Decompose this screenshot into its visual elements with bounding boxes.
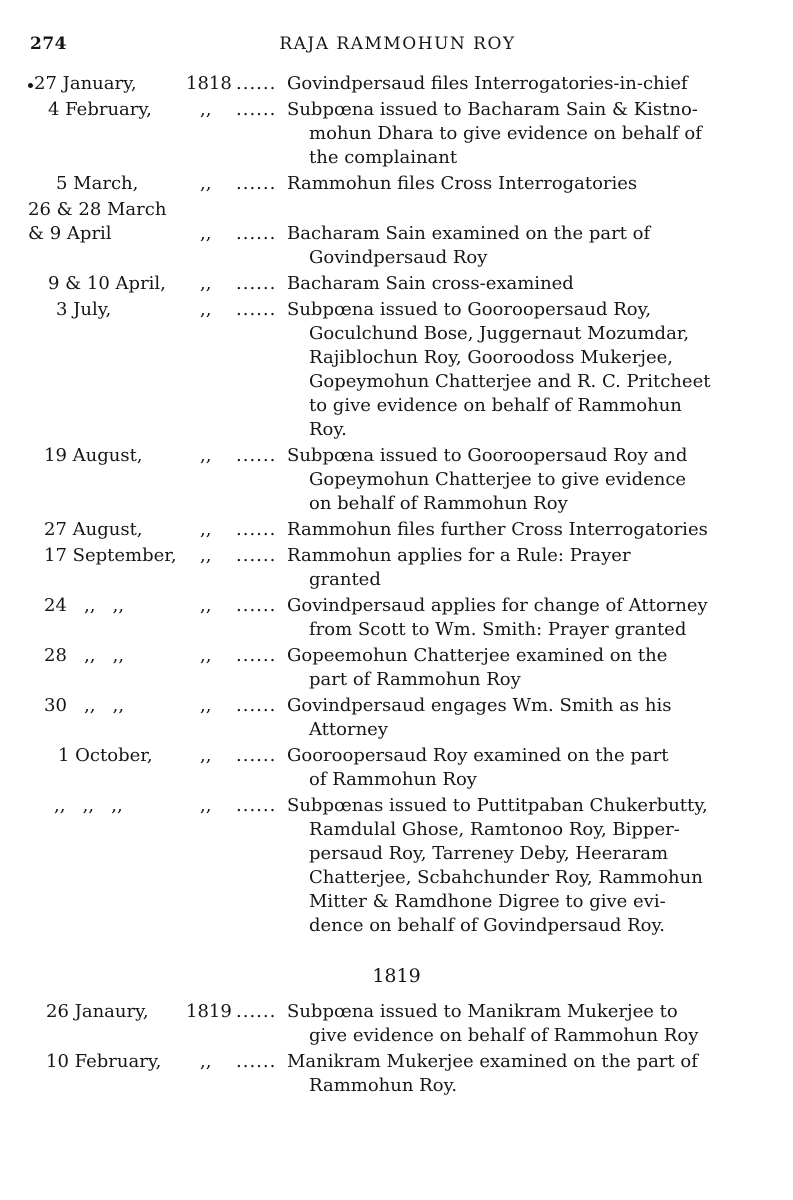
- entry-year: ,,: [200, 223, 212, 244]
- chronology-entry: [0, 1050, 793, 1098]
- entry-date: 19 August,: [44, 445, 143, 466]
- leader-dots: ......: [236, 73, 277, 94]
- chronology-entry: [0, 222, 793, 270]
- leader-dots: ......: [236, 695, 277, 716]
- chronology-entry: [0, 744, 793, 792]
- description-line: mohun Dhara to give evidence on behalf of: [309, 123, 702, 144]
- entry-date: 3 July,: [56, 299, 112, 320]
- description-line: Govindpersaud applies for change of Attorney: [287, 595, 708, 616]
- description-line: Subpœna issued to Bacharam Sain & Kistno-: [287, 99, 698, 120]
- entry-year: ,,: [200, 99, 212, 120]
- entry-description: [287, 744, 717, 792]
- chronology-entry: [0, 1000, 793, 1048]
- leader-dots: ......: [236, 173, 277, 194]
- entry-date: 24 ,, ,,: [44, 595, 125, 616]
- chronology-entry: [0, 644, 793, 692]
- entry-description: [287, 98, 717, 170]
- entry-description: [287, 172, 717, 196]
- leader-dots: ......: [236, 445, 277, 466]
- entry-description: [287, 1050, 717, 1098]
- stacked-date-row: [0, 198, 793, 222]
- chronology-entry: [0, 594, 793, 642]
- chronology-entry: [0, 98, 793, 170]
- leader-dots: ......: [236, 519, 277, 540]
- description-line: Subpœna issued to Gooroopersaud Roy,: [287, 299, 652, 320]
- entry-description: [287, 298, 717, 442]
- entry-date: 5 March,: [56, 173, 139, 194]
- entry-description: [287, 694, 717, 742]
- entry-date: 1 October,: [58, 745, 153, 766]
- page-number: 274: [30, 34, 67, 54]
- entry-year: ,,: [200, 795, 212, 816]
- entry-description: [287, 72, 717, 96]
- chronology-list: [0, 72, 793, 1100]
- year-heading: 1819: [372, 965, 421, 987]
- entry-date: 27 January,: [34, 73, 137, 94]
- entry-date: & 9 April: [28, 223, 112, 244]
- leader-dots: ......: [236, 545, 277, 566]
- description-line: Rammohun applies for a Rule: Prayer: [287, 545, 631, 566]
- entry-year: ,,: [200, 695, 212, 716]
- description-line: the complainant: [309, 147, 458, 168]
- leader-dots: ......: [236, 1001, 277, 1022]
- entry-description: [287, 444, 717, 516]
- leader-dots: ......: [236, 595, 277, 616]
- description-line: Rammohun Roy.: [309, 1075, 458, 1096]
- chronology-entry: [0, 172, 793, 196]
- page-header: [30, 34, 765, 58]
- bullet-mark: [28, 83, 33, 88]
- chronology-entry: [0, 544, 793, 592]
- description-line: Subpœna issued to Manikram Mukerjee to: [287, 1001, 678, 1022]
- entry-year: 1818: [186, 73, 232, 94]
- description-line: granted: [309, 569, 381, 590]
- description-line: Rajiblochun Roy, Gooroodoss Mukerjee,: [309, 347, 674, 368]
- entry-year: ,,: [200, 595, 212, 616]
- chronology-entry: [0, 444, 793, 516]
- description-line: Rammohun files further Cross Interrogatories: [287, 519, 708, 540]
- entry-description: [287, 1000, 717, 1048]
- description-line: of Rammohun Roy: [309, 769, 477, 790]
- description-line: to give evidence on behalf of Rammohun: [309, 395, 682, 416]
- description-line: give evidence on behalf of Rammohun Roy: [309, 1025, 699, 1046]
- leader-dots: ......: [236, 273, 277, 294]
- entry-date: 10 February,: [46, 1051, 162, 1072]
- description-line: dence on behalf of Govindpersaud Roy.: [309, 915, 665, 936]
- entry-year: ,,: [200, 545, 212, 566]
- chronology-entry: [0, 272, 793, 296]
- description-line: Gopeymohun Chatterjee to give evidence: [309, 469, 687, 490]
- entry-description: [287, 794, 717, 938]
- entry-date: 17 September,: [44, 545, 177, 566]
- description-line: Subpœnas issued to Puttitpaban Chukerbutty,: [287, 795, 708, 816]
- description-line: Attorney: [309, 719, 389, 740]
- description-line: Govindpersaud engages Wm. Smith as his: [287, 695, 672, 716]
- entry-year: ,,: [200, 445, 212, 466]
- description-line: Chatterjee, Scbahchunder Roy, Rammohun: [309, 867, 703, 888]
- entry-description: [287, 644, 717, 692]
- chronology-entry: [0, 72, 793, 96]
- description-line: Govindpersaud Roy: [309, 247, 488, 268]
- leader-dots: ......: [236, 795, 277, 816]
- entry-year: ,,: [200, 745, 212, 766]
- description-line: Gopeymohun Chatterjee and R. C. Pritcheet: [309, 371, 711, 392]
- description-line: on behalf of Rammohun Roy: [309, 493, 568, 514]
- entry-year: ,,: [200, 299, 212, 320]
- leader-dots: ......: [236, 745, 277, 766]
- description-line: part of Rammohun Roy: [309, 669, 521, 690]
- entry-date: 30 ,, ,,: [44, 695, 125, 716]
- entry-date-top: 26 & 28 March: [28, 199, 167, 220]
- description-line: Rammohun files Cross Interrogatories: [287, 173, 638, 194]
- description-line: persaud Roy, Tarreney Deby, Heeraram: [309, 843, 669, 864]
- entry-description: [287, 222, 717, 270]
- leader-dots: ......: [236, 1051, 277, 1072]
- entry-description: [287, 594, 717, 642]
- description-line: Bacharam Sain cross-examined: [287, 273, 574, 294]
- entry-description: [287, 544, 717, 592]
- description-line: Manikram Mukerjee examined on the part of: [287, 1051, 698, 1072]
- entry-date: 9 & 10 April,: [48, 273, 166, 294]
- description-line: Subpœna issued to Gooroopersaud Roy and: [287, 445, 688, 466]
- running-title: RAJA RAMMOHUN ROY: [279, 34, 516, 54]
- entry-description: [287, 272, 717, 296]
- entry-year: ,,: [200, 645, 212, 666]
- leader-dots: ......: [236, 223, 277, 244]
- entry-date: 4 February,: [48, 99, 152, 120]
- chronology-entry: [0, 794, 793, 938]
- entry-date: 26 Janaury,: [46, 1001, 149, 1022]
- description-line: Ramdulal Ghose, Ramtonoo Roy, Bipper-: [309, 819, 680, 840]
- description-line: from Scott to Wm. Smith: Prayer granted: [309, 619, 687, 640]
- entry-year: ,,: [200, 273, 212, 294]
- leader-dots: ......: [236, 645, 277, 666]
- entry-description: [287, 518, 717, 542]
- entry-year: 1819: [186, 1001, 232, 1022]
- description-line: Mitter & Ramdhone Digree to give evi-: [309, 891, 666, 912]
- description-line: Govindpersaud files Interrogatories-in-chief: [287, 73, 688, 94]
- chronology-entry: [0, 694, 793, 742]
- entry-year: ,,: [200, 1051, 212, 1072]
- description-line: Goculchund Bose, Juggernaut Mozumdar,: [309, 323, 690, 344]
- entry-date: ,, ,, ,,: [54, 795, 123, 816]
- entry-date: 28 ,, ,,: [44, 645, 125, 666]
- leader-dots: ......: [236, 299, 277, 320]
- description-line: Gooroopersaud Roy examined on the part: [287, 745, 669, 766]
- leader-dots: ......: [236, 99, 277, 120]
- description-line: Gopeemohun Chatterjee examined on the: [287, 645, 668, 666]
- description-line: Bacharam Sain examined on the part of: [287, 223, 651, 244]
- entry-year: ,,: [200, 173, 212, 194]
- entry-date: 27 August,: [44, 519, 143, 540]
- description-line: Roy.: [309, 419, 347, 440]
- chronology-entry: [0, 298, 793, 442]
- chronology-entry: [0, 518, 793, 542]
- entry-year: ,,: [200, 519, 212, 540]
